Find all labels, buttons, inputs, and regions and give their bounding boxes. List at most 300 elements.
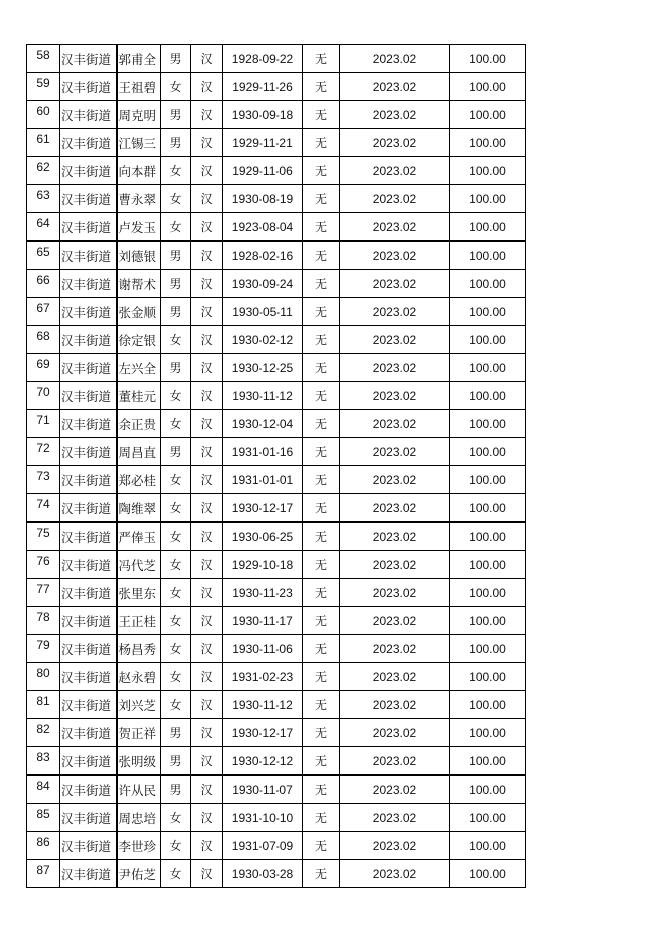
birth-date-cell: 1929-11-21 <box>223 129 303 157</box>
period-cell: 2023.02 <box>340 579 450 607</box>
street-cell: 汉丰街道 <box>60 635 117 663</box>
sex-cell: 男 <box>161 298 191 326</box>
table-row <box>27 270 526 298</box>
street-cell: 汉丰街道 <box>60 270 117 298</box>
ethnicity-cell: 汉 <box>191 635 223 663</box>
table-row <box>27 410 526 438</box>
note-cell: 无 <box>303 326 340 354</box>
name-cell: 王正桂 <box>117 607 161 635</box>
note-cell: 无 <box>303 607 340 635</box>
sex-cell: 男 <box>161 45 191 73</box>
period-cell: 2023.02 <box>340 663 450 691</box>
note-cell: 无 <box>303 241 340 270</box>
table-row <box>27 663 526 691</box>
sex-cell: 女 <box>161 860 191 888</box>
note-cell: 无 <box>303 747 340 776</box>
ethnicity-cell: 汉 <box>191 691 223 719</box>
ethnicity-cell: 汉 <box>191 213 223 242</box>
amount-cell: 100.00 <box>450 438 526 466</box>
sex-cell: 女 <box>161 579 191 607</box>
sex-cell: 女 <box>161 804 191 832</box>
row-number-cell: 80 <box>27 663 60 691</box>
table-row <box>27 45 526 73</box>
name-cell: 曹永翠 <box>117 185 161 213</box>
street-cell: 汉丰街道 <box>60 466 117 494</box>
amount-cell: 100.00 <box>450 466 526 494</box>
note-cell: 无 <box>303 691 340 719</box>
period-cell: 2023.02 <box>340 860 450 888</box>
table-row <box>27 860 526 888</box>
row-number-cell: 68 <box>27 326 60 354</box>
street-cell: 汉丰街道 <box>60 382 117 410</box>
amount-cell: 100.00 <box>450 522 526 551</box>
street-cell: 汉丰街道 <box>60 101 117 129</box>
amount-cell: 100.00 <box>450 298 526 326</box>
row-number-cell: 75 <box>27 522 60 551</box>
amount-cell: 100.00 <box>450 270 526 298</box>
note-cell: 无 <box>303 298 340 326</box>
ethnicity-cell: 汉 <box>191 466 223 494</box>
period-cell: 2023.02 <box>340 213 450 242</box>
name-cell: 董桂元 <box>117 382 161 410</box>
note-cell: 无 <box>303 101 340 129</box>
name-cell: 郭甫全 <box>117 45 161 73</box>
amount-cell: 100.00 <box>450 635 526 663</box>
birth-date-cell: 1929-10-18 <box>223 551 303 579</box>
row-number-cell: 87 <box>27 860 60 888</box>
period-cell: 2023.02 <box>340 804 450 832</box>
amount-cell: 100.00 <box>450 663 526 691</box>
name-cell: 冯代芝 <box>117 551 161 579</box>
sex-cell: 女 <box>161 663 191 691</box>
street-cell: 汉丰街道 <box>60 522 117 551</box>
street-cell: 汉丰街道 <box>60 157 117 185</box>
street-cell: 汉丰街道 <box>60 410 117 438</box>
period-cell: 2023.02 <box>340 607 450 635</box>
birth-date-cell: 1930-03-28 <box>223 860 303 888</box>
birth-date-cell: 1930-11-12 <box>223 382 303 410</box>
note-cell: 无 <box>303 382 340 410</box>
street-cell: 汉丰街道 <box>60 185 117 213</box>
street-cell: 汉丰街道 <box>60 298 117 326</box>
birth-date-cell: 1930-11-06 <box>223 635 303 663</box>
street-cell: 汉丰街道 <box>60 45 117 73</box>
period-cell: 2023.02 <box>340 551 450 579</box>
row-number-cell: 72 <box>27 438 60 466</box>
period-cell: 2023.02 <box>340 298 450 326</box>
table-row <box>27 185 526 213</box>
name-cell: 张明级 <box>117 747 161 776</box>
amount-cell: 100.00 <box>450 747 526 776</box>
table-row <box>27 129 526 157</box>
street-cell: 汉丰街道 <box>60 775 117 804</box>
row-number-cell: 59 <box>27 73 60 101</box>
note-cell: 无 <box>303 551 340 579</box>
amount-cell: 100.00 <box>450 354 526 382</box>
name-cell: 谢帮术 <box>117 270 161 298</box>
birth-date-cell: 1931-01-01 <box>223 466 303 494</box>
table-row <box>27 804 526 832</box>
street-cell: 汉丰街道 <box>60 73 117 101</box>
amount-cell: 100.00 <box>450 691 526 719</box>
birth-date-cell: 1929-11-06 <box>223 157 303 185</box>
row-number-cell: 86 <box>27 832 60 860</box>
period-cell: 2023.02 <box>340 438 450 466</box>
sex-cell: 女 <box>161 832 191 860</box>
amount-cell: 100.00 <box>450 45 526 73</box>
table-row <box>27 832 526 860</box>
birth-date-cell: 1931-10-10 <box>223 804 303 832</box>
ethnicity-cell: 汉 <box>191 522 223 551</box>
period-cell: 2023.02 <box>340 522 450 551</box>
table-row <box>27 494 526 523</box>
sex-cell: 女 <box>161 410 191 438</box>
amount-cell: 100.00 <box>450 804 526 832</box>
period-cell: 2023.02 <box>340 101 450 129</box>
street-cell: 汉丰街道 <box>60 241 117 270</box>
name-cell: 左兴全 <box>117 354 161 382</box>
birth-date-cell: 1930-12-12 <box>223 747 303 776</box>
note-cell: 无 <box>303 494 340 523</box>
ethnicity-cell: 汉 <box>191 382 223 410</box>
sex-cell: 女 <box>161 494 191 523</box>
amount-cell: 100.00 <box>450 185 526 213</box>
row-number-cell: 62 <box>27 157 60 185</box>
note-cell: 无 <box>303 73 340 101</box>
sex-cell: 男 <box>161 354 191 382</box>
name-cell: 张里东 <box>117 579 161 607</box>
birth-date-cell: 1931-07-09 <box>223 832 303 860</box>
street-cell: 汉丰街道 <box>60 663 117 691</box>
sex-cell: 女 <box>161 607 191 635</box>
table-row <box>27 326 526 354</box>
name-cell: 许从民 <box>117 775 161 804</box>
table-row <box>27 382 526 410</box>
amount-cell: 100.00 <box>450 860 526 888</box>
amount-cell: 100.00 <box>450 101 526 129</box>
birth-date-cell: 1930-06-25 <box>223 522 303 551</box>
note-cell: 无 <box>303 522 340 551</box>
ethnicity-cell: 汉 <box>191 270 223 298</box>
name-cell: 向本群 <box>117 157 161 185</box>
period-cell: 2023.02 <box>340 185 450 213</box>
birth-date-cell: 1931-02-23 <box>223 663 303 691</box>
sex-cell: 女 <box>161 326 191 354</box>
ethnicity-cell: 汉 <box>191 832 223 860</box>
ethnicity-cell: 汉 <box>191 663 223 691</box>
table-row <box>27 579 526 607</box>
note-cell: 无 <box>303 775 340 804</box>
street-cell: 汉丰街道 <box>60 691 117 719</box>
beneficiary-table <box>26 44 526 888</box>
ethnicity-cell: 汉 <box>191 719 223 747</box>
row-number-cell: 67 <box>27 298 60 326</box>
ethnicity-cell: 汉 <box>191 551 223 579</box>
street-cell: 汉丰街道 <box>60 551 117 579</box>
birth-date-cell: 1930-09-18 <box>223 101 303 129</box>
ethnicity-cell: 汉 <box>191 45 223 73</box>
sex-cell: 男 <box>161 719 191 747</box>
sex-cell: 女 <box>161 213 191 242</box>
row-number-cell: 77 <box>27 579 60 607</box>
name-cell: 赵永碧 <box>117 663 161 691</box>
sex-cell: 女 <box>161 551 191 579</box>
birth-date-cell: 1923-08-04 <box>223 213 303 242</box>
table-row <box>27 607 526 635</box>
amount-cell: 100.00 <box>450 832 526 860</box>
birth-date-cell: 1930-11-17 <box>223 607 303 635</box>
period-cell: 2023.02 <box>340 354 450 382</box>
street-cell: 汉丰街道 <box>60 129 117 157</box>
period-cell: 2023.02 <box>340 775 450 804</box>
ethnicity-cell: 汉 <box>191 410 223 438</box>
row-number-cell: 73 <box>27 466 60 494</box>
table-row <box>27 438 526 466</box>
row-number-cell: 74 <box>27 494 60 523</box>
row-number-cell: 84 <box>27 775 60 804</box>
row-number-cell: 79 <box>27 635 60 663</box>
street-cell: 汉丰街道 <box>60 607 117 635</box>
ethnicity-cell: 汉 <box>191 185 223 213</box>
note-cell: 无 <box>303 663 340 691</box>
table-body <box>27 45 526 888</box>
note-cell: 无 <box>303 860 340 888</box>
note-cell: 无 <box>303 129 340 157</box>
amount-cell: 100.00 <box>450 241 526 270</box>
row-number-cell: 69 <box>27 354 60 382</box>
amount-cell: 100.00 <box>450 607 526 635</box>
sex-cell: 男 <box>161 129 191 157</box>
name-cell: 王祖碧 <box>117 73 161 101</box>
note-cell: 无 <box>303 185 340 213</box>
note-cell: 无 <box>303 354 340 382</box>
birth-date-cell: 1928-09-22 <box>223 45 303 73</box>
table-row <box>27 73 526 101</box>
ethnicity-cell: 汉 <box>191 241 223 270</box>
period-cell: 2023.02 <box>340 691 450 719</box>
row-number-cell: 58 <box>27 45 60 73</box>
sex-cell: 男 <box>161 101 191 129</box>
row-number-cell: 66 <box>27 270 60 298</box>
birth-date-cell: 1930-09-24 <box>223 270 303 298</box>
name-cell: 徐定银 <box>117 326 161 354</box>
period-cell: 2023.02 <box>340 157 450 185</box>
birth-date-cell: 1930-05-11 <box>223 298 303 326</box>
table-row <box>27 719 526 747</box>
period-cell: 2023.02 <box>340 747 450 776</box>
sex-cell: 女 <box>161 635 191 663</box>
period-cell: 2023.02 <box>340 410 450 438</box>
name-cell: 郑必桂 <box>117 466 161 494</box>
table-row <box>27 775 526 804</box>
amount-cell: 100.00 <box>450 157 526 185</box>
sex-cell: 女 <box>161 73 191 101</box>
ethnicity-cell: 汉 <box>191 860 223 888</box>
row-number-cell: 65 <box>27 241 60 270</box>
sex-cell: 女 <box>161 185 191 213</box>
street-cell: 汉丰街道 <box>60 579 117 607</box>
table-row <box>27 691 526 719</box>
period-cell: 2023.02 <box>340 466 450 494</box>
period-cell: 2023.02 <box>340 129 450 157</box>
street-cell: 汉丰街道 <box>60 804 117 832</box>
birth-date-cell: 1930-11-12 <box>223 691 303 719</box>
table-row <box>27 213 526 242</box>
sex-cell: 女 <box>161 382 191 410</box>
row-number-cell: 63 <box>27 185 60 213</box>
sex-cell: 女 <box>161 157 191 185</box>
note-cell: 无 <box>303 466 340 494</box>
sex-cell: 男 <box>161 270 191 298</box>
note-cell: 无 <box>303 719 340 747</box>
period-cell: 2023.02 <box>340 635 450 663</box>
street-cell: 汉丰街道 <box>60 860 117 888</box>
row-number-cell: 81 <box>27 691 60 719</box>
street-cell: 汉丰街道 <box>60 494 117 523</box>
sex-cell: 男 <box>161 747 191 776</box>
row-number-cell: 83 <box>27 747 60 776</box>
street-cell: 汉丰街道 <box>60 438 117 466</box>
table-row <box>27 635 526 663</box>
amount-cell: 100.00 <box>450 551 526 579</box>
birth-date-cell: 1931-01-16 <box>223 438 303 466</box>
note-cell: 无 <box>303 157 340 185</box>
sex-cell: 女 <box>161 522 191 551</box>
ethnicity-cell: 汉 <box>191 579 223 607</box>
sex-cell: 女 <box>161 466 191 494</box>
amount-cell: 100.00 <box>450 719 526 747</box>
street-cell: 汉丰街道 <box>60 326 117 354</box>
table-row <box>27 747 526 776</box>
street-cell: 汉丰街道 <box>60 747 117 776</box>
sex-cell: 男 <box>161 241 191 270</box>
name-cell: 余正贵 <box>117 410 161 438</box>
name-cell: 周忠培 <box>117 804 161 832</box>
period-cell: 2023.02 <box>340 73 450 101</box>
row-number-cell: 78 <box>27 607 60 635</box>
birth-date-cell: 1930-12-04 <box>223 410 303 438</box>
ethnicity-cell: 汉 <box>191 494 223 523</box>
name-cell: 陶维翠 <box>117 494 161 523</box>
ethnicity-cell: 汉 <box>191 129 223 157</box>
street-cell: 汉丰街道 <box>60 832 117 860</box>
amount-cell: 100.00 <box>450 579 526 607</box>
row-number-cell: 64 <box>27 213 60 242</box>
birth-date-cell: 1930-11-23 <box>223 579 303 607</box>
name-cell: 贺正祥 <box>117 719 161 747</box>
ethnicity-cell: 汉 <box>191 101 223 129</box>
name-cell: 李世珍 <box>117 832 161 860</box>
period-cell: 2023.02 <box>340 382 450 410</box>
row-number-cell: 71 <box>27 410 60 438</box>
note-cell: 无 <box>303 45 340 73</box>
birth-date-cell: 1930-12-17 <box>223 494 303 523</box>
note-cell: 无 <box>303 410 340 438</box>
note-cell: 无 <box>303 804 340 832</box>
period-cell: 2023.02 <box>340 326 450 354</box>
amount-cell: 100.00 <box>450 73 526 101</box>
name-cell: 尹佑芝 <box>117 860 161 888</box>
period-cell: 2023.02 <box>340 45 450 73</box>
name-cell: 杨昌秀 <box>117 635 161 663</box>
ethnicity-cell: 汉 <box>191 73 223 101</box>
row-number-cell: 70 <box>27 382 60 410</box>
period-cell: 2023.02 <box>340 494 450 523</box>
sex-cell: 女 <box>161 691 191 719</box>
ethnicity-cell: 汉 <box>191 354 223 382</box>
row-number-cell: 76 <box>27 551 60 579</box>
street-cell: 汉丰街道 <box>60 354 117 382</box>
period-cell: 2023.02 <box>340 241 450 270</box>
ethnicity-cell: 汉 <box>191 747 223 776</box>
name-cell: 卢发玉 <box>117 213 161 242</box>
name-cell: 刘兴芝 <box>117 691 161 719</box>
note-cell: 无 <box>303 635 340 663</box>
table-row <box>27 101 526 129</box>
note-cell: 无 <box>303 438 340 466</box>
birth-date-cell: 1930-12-25 <box>223 354 303 382</box>
table-row <box>27 466 526 494</box>
name-cell: 江锡三 <box>117 129 161 157</box>
name-cell: 周克明 <box>117 101 161 129</box>
ethnicity-cell: 汉 <box>191 804 223 832</box>
ethnicity-cell: 汉 <box>191 326 223 354</box>
ethnicity-cell: 汉 <box>191 298 223 326</box>
birth-date-cell: 1930-12-17 <box>223 719 303 747</box>
note-cell: 无 <box>303 579 340 607</box>
ethnicity-cell: 汉 <box>191 157 223 185</box>
amount-cell: 100.00 <box>450 410 526 438</box>
ethnicity-cell: 汉 <box>191 775 223 804</box>
sex-cell: 男 <box>161 775 191 804</box>
amount-cell: 100.00 <box>450 775 526 804</box>
amount-cell: 100.00 <box>450 129 526 157</box>
street-cell: 汉丰街道 <box>60 719 117 747</box>
birth-date-cell: 1928-02-16 <box>223 241 303 270</box>
table-row <box>27 551 526 579</box>
birth-date-cell: 1930-08-19 <box>223 185 303 213</box>
amount-cell: 100.00 <box>450 213 526 242</box>
note-cell: 无 <box>303 213 340 242</box>
ethnicity-cell: 汉 <box>191 438 223 466</box>
birth-date-cell: 1930-11-07 <box>223 775 303 804</box>
period-cell: 2023.02 <box>340 719 450 747</box>
amount-cell: 100.00 <box>450 326 526 354</box>
period-cell: 2023.02 <box>340 270 450 298</box>
name-cell: 周昌直 <box>117 438 161 466</box>
table-row <box>27 522 526 551</box>
table-row <box>27 354 526 382</box>
birth-date-cell: 1930-02-12 <box>223 326 303 354</box>
note-cell: 无 <box>303 270 340 298</box>
table-row <box>27 241 526 270</box>
table-row <box>27 157 526 185</box>
street-cell: 汉丰街道 <box>60 213 117 242</box>
sex-cell: 男 <box>161 438 191 466</box>
row-number-cell: 60 <box>27 101 60 129</box>
name-cell: 张金顺 <box>117 298 161 326</box>
spreadsheet-page <box>26 44 526 888</box>
name-cell: 刘德银 <box>117 241 161 270</box>
birth-date-cell: 1929-11-26 <box>223 73 303 101</box>
row-number-cell: 85 <box>27 804 60 832</box>
amount-cell: 100.00 <box>450 382 526 410</box>
amount-cell: 100.00 <box>450 494 526 523</box>
ethnicity-cell: 汉 <box>191 607 223 635</box>
row-number-cell: 61 <box>27 129 60 157</box>
row-number-cell: 82 <box>27 719 60 747</box>
table-row <box>27 298 526 326</box>
